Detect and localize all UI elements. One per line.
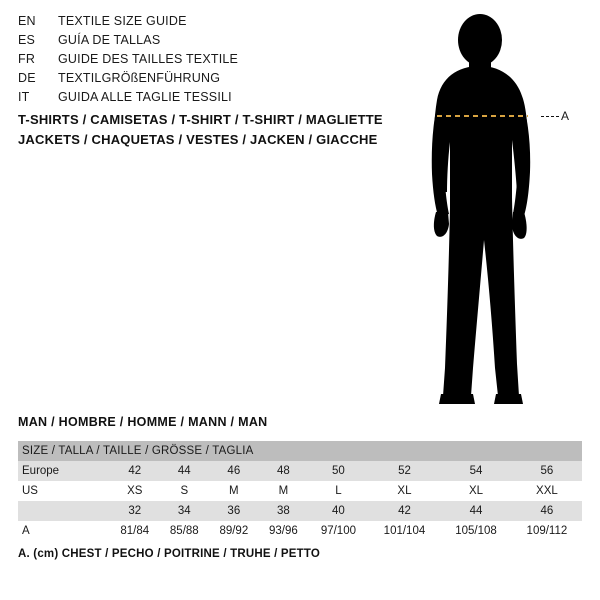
table-header-row (18, 441, 582, 461)
row-label: A (18, 521, 110, 541)
garment-categories (18, 110, 418, 150)
cell: S (160, 481, 210, 501)
language-row (18, 90, 398, 109)
cell: 81/84 (110, 521, 160, 541)
cell: XL (369, 481, 441, 501)
callout-leader-line (541, 116, 559, 117)
language-code: EN (18, 14, 36, 28)
row-label (18, 501, 110, 521)
cell: 52 (369, 461, 441, 481)
table-row (18, 481, 582, 501)
male-figure-illustration (395, 8, 600, 408)
cell: 109/112 (512, 521, 582, 541)
cell: 93/96 (259, 521, 309, 541)
row-label: Europe (18, 461, 110, 481)
language-text: TEXTILGRÖßENFÜHRUNG (58, 71, 221, 85)
cell: 46 (209, 461, 259, 481)
cell: 50 (308, 461, 369, 481)
cell: 44 (440, 501, 512, 521)
language-text: GUÍA DE TALLAS (58, 33, 161, 47)
cell: 48 (259, 461, 309, 481)
table-row (18, 521, 582, 541)
cell: 105/108 (440, 521, 512, 541)
language-code: DE (18, 71, 36, 85)
cell: M (209, 481, 259, 501)
table-row (18, 501, 582, 521)
cell: XS (110, 481, 160, 501)
cell: XXL (512, 481, 582, 501)
language-code: FR (18, 52, 36, 66)
callout-label-a: A (561, 109, 570, 123)
cell: 97/100 (308, 521, 369, 541)
cell: 89/92 (209, 521, 259, 541)
table-header-label: SIZE / TALLA / TAILLE / GRÖSSE / TAGLIA (18, 441, 582, 461)
language-code: IT (18, 90, 30, 104)
language-text: TEXTILE SIZE GUIDE (58, 14, 187, 28)
cell: 32 (110, 501, 160, 521)
cell: 42 (369, 501, 441, 521)
cell: L (308, 481, 369, 501)
language-text: GUIDA ALLE TAGLIE TESSILI (58, 90, 232, 104)
language-row (18, 71, 398, 90)
man-silhouette-icon (395, 8, 600, 408)
cell: M (259, 481, 309, 501)
table-row (18, 461, 582, 481)
cell: 42 (110, 461, 160, 481)
language-list (18, 14, 398, 109)
cell: XL (440, 481, 512, 501)
language-row (18, 14, 398, 33)
cell: 44 (160, 461, 210, 481)
cell: 56 (512, 461, 582, 481)
cell: 46 (512, 501, 582, 521)
language-code: ES (18, 33, 36, 47)
cell: 34 (160, 501, 210, 521)
cell: 54 (440, 461, 512, 481)
table-title: MAN / HOMBRE / HOMME / MANN / MAN (18, 415, 268, 429)
cell: 36 (209, 501, 259, 521)
cell: 40 (308, 501, 369, 521)
row-label: US (18, 481, 110, 501)
cell: 85/88 (160, 521, 210, 541)
language-row (18, 33, 398, 52)
language-text: GUIDE DES TAILLES TEXTILE (58, 52, 239, 66)
cell: 101/104 (369, 521, 441, 541)
language-row (18, 52, 398, 71)
cell: 38 (259, 501, 309, 521)
category-tshirts: T-SHIRTS / CAMISETAS / T-SHIRT / T-SHIRT / MAGLIETTE (18, 112, 383, 127)
table-footnote: A. (cm) CHEST / PECHO / POITRINE / TRUHE / PETTO (18, 548, 321, 560)
size-table (18, 441, 582, 541)
category-jackets: JACKETS / CHAQUETAS / VESTES / JACKEN / GIACCHE (18, 132, 378, 147)
